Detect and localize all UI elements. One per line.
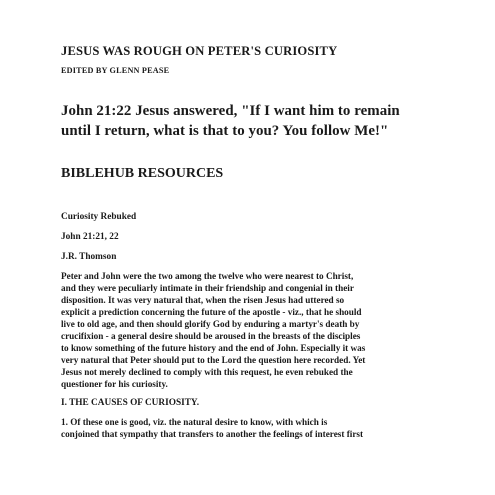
- paragraph-line: conjoined that sympathy that transfers to another the feelings of interest first: [61, 429, 364, 439]
- section-heading: BIBLEHUB RESOURCES: [61, 166, 224, 181]
- sermon-author: J.R. Thomson: [61, 252, 117, 262]
- sermon-title: Curiosity Rebuked: [61, 212, 137, 222]
- paragraph-line: 1. Of these one is good, viz. the natural desire to know, with which is: [61, 417, 328, 427]
- paragraph-line: very natural that Peter should put to the Lord the question here recorded. Yet: [61, 355, 366, 365]
- key-verse: [61, 101, 451, 141]
- key-verse-line: until I return, what is that to you? You follow Me!": [61, 123, 389, 139]
- paragraph-line: live to old age, and then should glorify God by enduring a martyr's death by: [61, 319, 360, 329]
- paragraph-line: disposition. It was very natural that, when the risen Jesus had uttered so: [61, 295, 345, 305]
- document-editor: EDITED BY GLENN PEASE: [61, 66, 170, 75]
- paragraph-line: crucifixion - a general desire should be aroused in the breasts of the disciples: [61, 331, 361, 341]
- sermon-paragraph-2: [61, 416, 453, 440]
- sermon-paragraph: [61, 270, 453, 390]
- key-verse-line: John 21:22 Jesus answered, "If I want him to remain: [61, 103, 400, 119]
- paragraph-line: Jesus not merely declined to comply with this request, he even rebuked the: [61, 367, 353, 377]
- document-title: JESUS WAS ROUGH ON PETER'S CURIOSITY: [61, 44, 338, 58]
- paragraph-line: explicit a prediction concerning the future of the apostle - viz., that he should: [61, 307, 362, 317]
- sermon-reference: John 21:21, 22: [61, 232, 119, 242]
- section-subheading: I. THE CAUSES OF CURIOSITY.: [61, 398, 200, 408]
- paragraph-line: Peter and John were the two among the twelve who were nearest to Christ,: [61, 271, 354, 281]
- paragraph-line: to know something of the future history and the end of John. Especially it was: [61, 343, 366, 353]
- paragraph-line: and they were peculiarly intimate in their friendship and congenial in their: [61, 283, 354, 293]
- paragraph-line: questioner for his curiosity.: [61, 379, 168, 389]
